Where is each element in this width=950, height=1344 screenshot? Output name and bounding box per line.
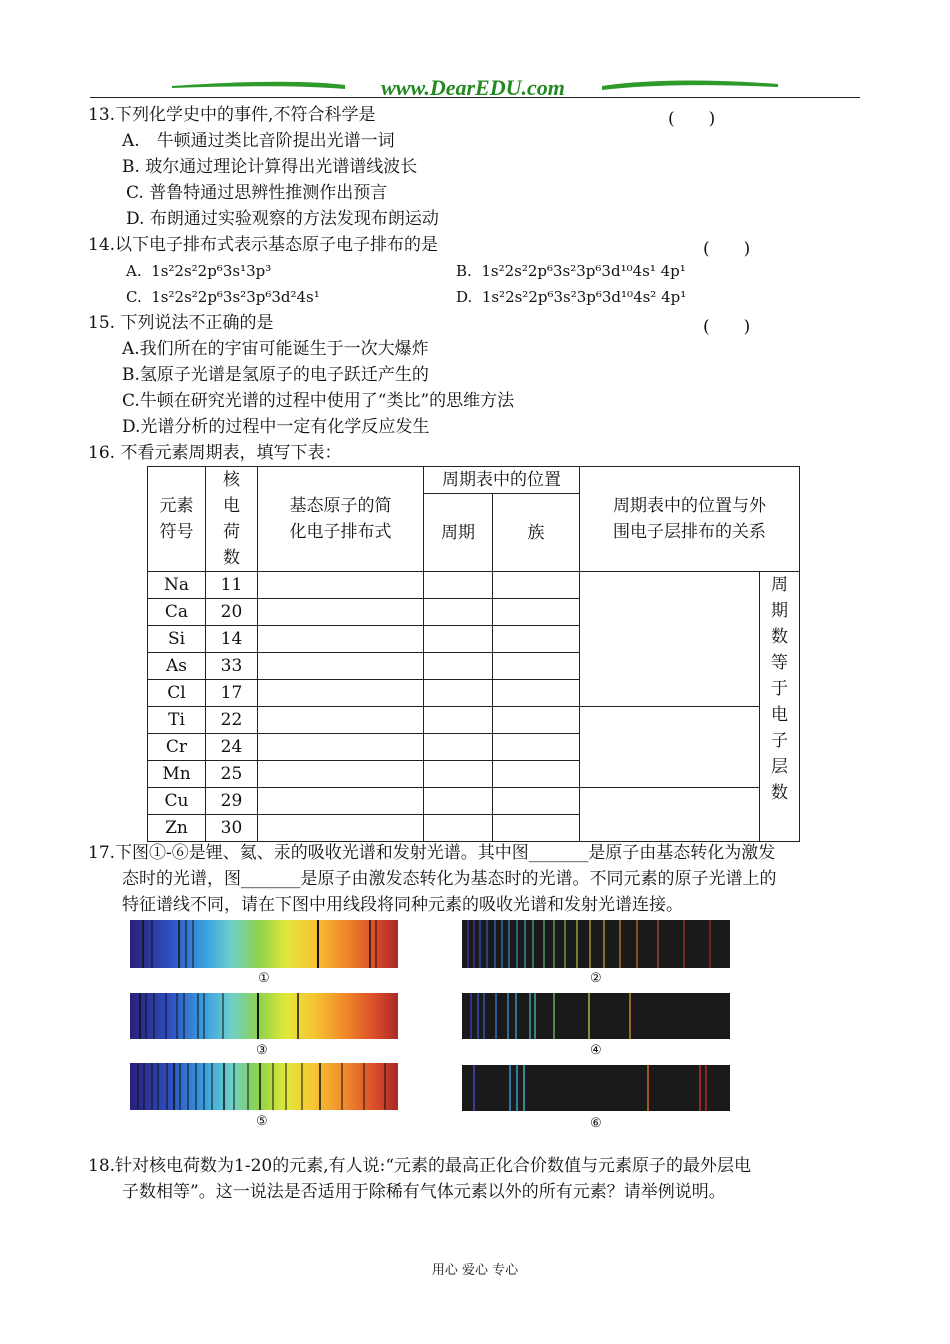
q14-option-c-config: 1s²2s²2p⁶3s²3p⁶3d²4s¹ (151, 288, 320, 306)
vertical-note-char: 等 (771, 653, 788, 673)
cell-symbol: Cl (148, 680, 206, 707)
vertical-note-char: 期 (771, 601, 788, 621)
cell-symbol: Si (148, 626, 206, 653)
figure-label-5: ⑤ (256, 1114, 268, 1129)
cell-config-blank[interactable] (258, 626, 424, 653)
cell-config-blank[interactable] (258, 707, 424, 734)
cell-group-blank[interactable] (493, 734, 580, 761)
figure-label-4: ④ (590, 1043, 602, 1058)
figure-label-1: ① (258, 971, 270, 986)
cell-group-blank[interactable] (493, 815, 580, 842)
table-row (148, 572, 800, 599)
q18-line1: 18.针对核电荷数为1-20的元素,有人说:“元素的最高正化合价数值与元素原子的最外层电 (88, 1156, 752, 1176)
header-charge-char: 电 (223, 496, 240, 516)
q15-option-b: B.氢原子光谱是氢原子的电子跃迁产生的 (122, 365, 429, 385)
cell-group-blank[interactable] (493, 680, 580, 707)
q14-option-b-label: B. (456, 262, 472, 280)
cell-symbol: Cr (148, 734, 206, 761)
cell-group-blank[interactable] (493, 572, 580, 599)
q15-stem: 15. 下列说法不正确的是 (88, 313, 274, 333)
header-relation (580, 467, 800, 572)
cell-config-blank[interactable] (258, 572, 424, 599)
header-config-line2: 化电子排布式 (289, 522, 392, 542)
spectrum-3-absorption (130, 993, 398, 1039)
spectrum-2-emission (462, 920, 730, 968)
cell-config-blank[interactable] (258, 653, 424, 680)
q14-answer-paren: ( ) (703, 239, 751, 259)
header-relation-line1: 周期表中的位置与外 (613, 496, 766, 516)
page-footer: 用心 爱心 专心 (431, 1263, 519, 1278)
q14-option-a (126, 258, 271, 284)
cell-period-blank[interactable] (424, 815, 493, 842)
q14-option-d-label: D. (456, 288, 473, 306)
cell-config-blank[interactable] (258, 815, 424, 842)
header-symbol (148, 467, 206, 572)
cell-period-blank[interactable] (424, 599, 493, 626)
header-period: 周期 (424, 494, 493, 572)
cell-relation-blank[interactable] (580, 788, 760, 842)
cell-symbol: Ti (148, 707, 206, 734)
cell-charge: 14 (206, 626, 258, 653)
header-relation-line2: 围电子层排布的关系 (613, 522, 766, 542)
q13-answer-paren: ( ) (668, 109, 716, 129)
spectrum-4-emission (462, 993, 730, 1039)
q14-option-b (456, 258, 686, 284)
cell-period-blank[interactable] (424, 761, 493, 788)
q14-stem: 14.以下电子排布式表示基态原子电子排布的是 (88, 235, 439, 255)
cell-group-blank[interactable] (493, 761, 580, 788)
cell-charge: 29 (206, 788, 258, 815)
cell-group-blank[interactable] (493, 599, 580, 626)
header-config (258, 467, 424, 572)
header-config-line1: 基态原子的简 (289, 496, 392, 516)
element-table (147, 466, 800, 842)
header-charge-char: 荷 (223, 522, 240, 542)
header-symbol-line2: 符号 (159, 522, 194, 542)
cell-group-blank[interactable] (493, 707, 580, 734)
header-position: 周期表中的位置 (424, 467, 580, 494)
cell-charge: 17 (206, 680, 258, 707)
q14-option-a-config: 1s²2s²2p⁶3s¹3p³ (151, 262, 272, 280)
q13-option-d: D. 布朗通过实验观察的方法发现布朗运动 (126, 209, 439, 229)
cell-period-blank[interactable] (424, 788, 493, 815)
cell-group-blank[interactable] (493, 626, 580, 653)
q13-option-a: A. 牛顿通过类比音阶提出光谱一词 (122, 131, 395, 151)
cell-charge: 22 (206, 707, 258, 734)
cell-charge: 30 (206, 815, 258, 842)
q17-line3: 特征谱线不同，请在下图中用线段将同种元素的吸收光谱和发射光谱连接。 (122, 895, 683, 915)
figure-label-3: ③ (256, 1043, 268, 1058)
q14-option-a-label: A. (126, 262, 142, 280)
q15-option-c: C.牛顿在研究光谱的过程中使用了“类比”的思维方法 (122, 391, 515, 411)
q14-option-d-config: 1s²2s²2p⁶3s²3p⁶3d¹⁰4s² 4p¹ (481, 288, 687, 306)
cell-period-blank[interactable] (424, 734, 493, 761)
spectrum-1-absorption (130, 920, 398, 968)
cell-group-blank[interactable] (493, 788, 580, 815)
cell-group-blank[interactable] (493, 653, 580, 680)
cell-charge: 25 (206, 761, 258, 788)
vertical-note-char: 电 (771, 705, 788, 725)
site-banner-text: www.DearEDU.com (381, 75, 565, 100)
cell-period-blank[interactable] (424, 707, 493, 734)
vertical-note-char: 数 (771, 627, 788, 647)
table-row (148, 788, 800, 815)
cell-config-blank[interactable] (258, 761, 424, 788)
q15-option-d: D.光谱分析的过程中一定有化学反应发生 (122, 417, 430, 437)
vertical-note-char: 周 (771, 575, 788, 595)
cell-symbol: Ca (148, 599, 206, 626)
cell-period-blank[interactable] (424, 572, 493, 599)
q16-stem: 16. 不看元素周期表，填写下表： (88, 443, 342, 463)
q14-option-b-config: 1s²2s²2p⁶3s²3p⁶3d¹⁰4s¹ 4p¹ (481, 262, 686, 280)
header-symbol-line1: 元素 (159, 496, 194, 516)
figure-label-6: ⑥ (590, 1116, 602, 1131)
cell-charge: 24 (206, 734, 258, 761)
header-charge-char: 数 (223, 548, 240, 568)
q15-answer-paren: ( ) (703, 317, 751, 337)
q17-line2: 态时的光谱，图_______是原子由激发态转化为基态时的光谱。不同元素的原子光谱上的 (122, 869, 777, 889)
cell-period-blank[interactable] (424, 680, 493, 707)
q13-stem: 13.下列化学史中的事件,不符合科学是 (88, 105, 376, 125)
q14-option-d (456, 284, 686, 310)
q14-option-c (126, 284, 320, 310)
q17-line1: 17.下图①-⑥是锂、氦、汞的吸收光谱和发射光谱。其中图_______是原子由基态转化为激发 (88, 843, 776, 863)
vertical-note (760, 572, 800, 842)
q14-option-c-label: C. (126, 288, 142, 306)
q13-option-c: C. 普鲁特通过思辨性推测作出预言 (126, 183, 388, 203)
cell-symbol: As (148, 653, 206, 680)
cell-config-blank[interactable] (258, 788, 424, 815)
cell-symbol: Mn (148, 761, 206, 788)
cell-config-blank[interactable] (258, 680, 424, 707)
cell-charge: 20 (206, 599, 258, 626)
figure-label-2: ② (590, 971, 602, 986)
spectrum-6-emission (462, 1065, 730, 1111)
header-charge-char: 核 (223, 470, 240, 490)
header-group: 族 (493, 494, 580, 572)
cell-symbol: Cu (148, 788, 206, 815)
site-banner-logo (170, 72, 780, 102)
vertical-note-char: 数 (771, 783, 788, 803)
cell-relation-blank[interactable] (580, 572, 760, 707)
vertical-note-char: 层 (771, 757, 788, 777)
spectrum-5-absorption (130, 1063, 398, 1110)
q18-line2: 子数相等”。这一说法是否适用于除稀有气体元素以外的所有元素？请举例说明。 (122, 1182, 726, 1202)
q15-option-a: A.我们所在的宇宙可能诞生于一次大爆炸 (122, 339, 429, 359)
cell-config-blank[interactable] (258, 599, 424, 626)
cell-config-blank[interactable] (258, 734, 424, 761)
vertical-note-char: 于 (771, 679, 788, 699)
cell-period-blank[interactable] (424, 626, 493, 653)
cell-charge: 33 (206, 653, 258, 680)
q13-option-b: B. 玻尔通过理论计算得出光谱谱线波长 (122, 157, 418, 177)
cell-symbol: Zn (148, 815, 206, 842)
header-charge (206, 467, 258, 572)
vertical-note-char: 子 (771, 731, 788, 751)
cell-charge: 11 (206, 572, 258, 599)
cell-period-blank[interactable] (424, 653, 493, 680)
table-row (148, 707, 800, 734)
cell-symbol: Na (148, 572, 206, 599)
cell-relation-blank[interactable] (580, 707, 760, 788)
